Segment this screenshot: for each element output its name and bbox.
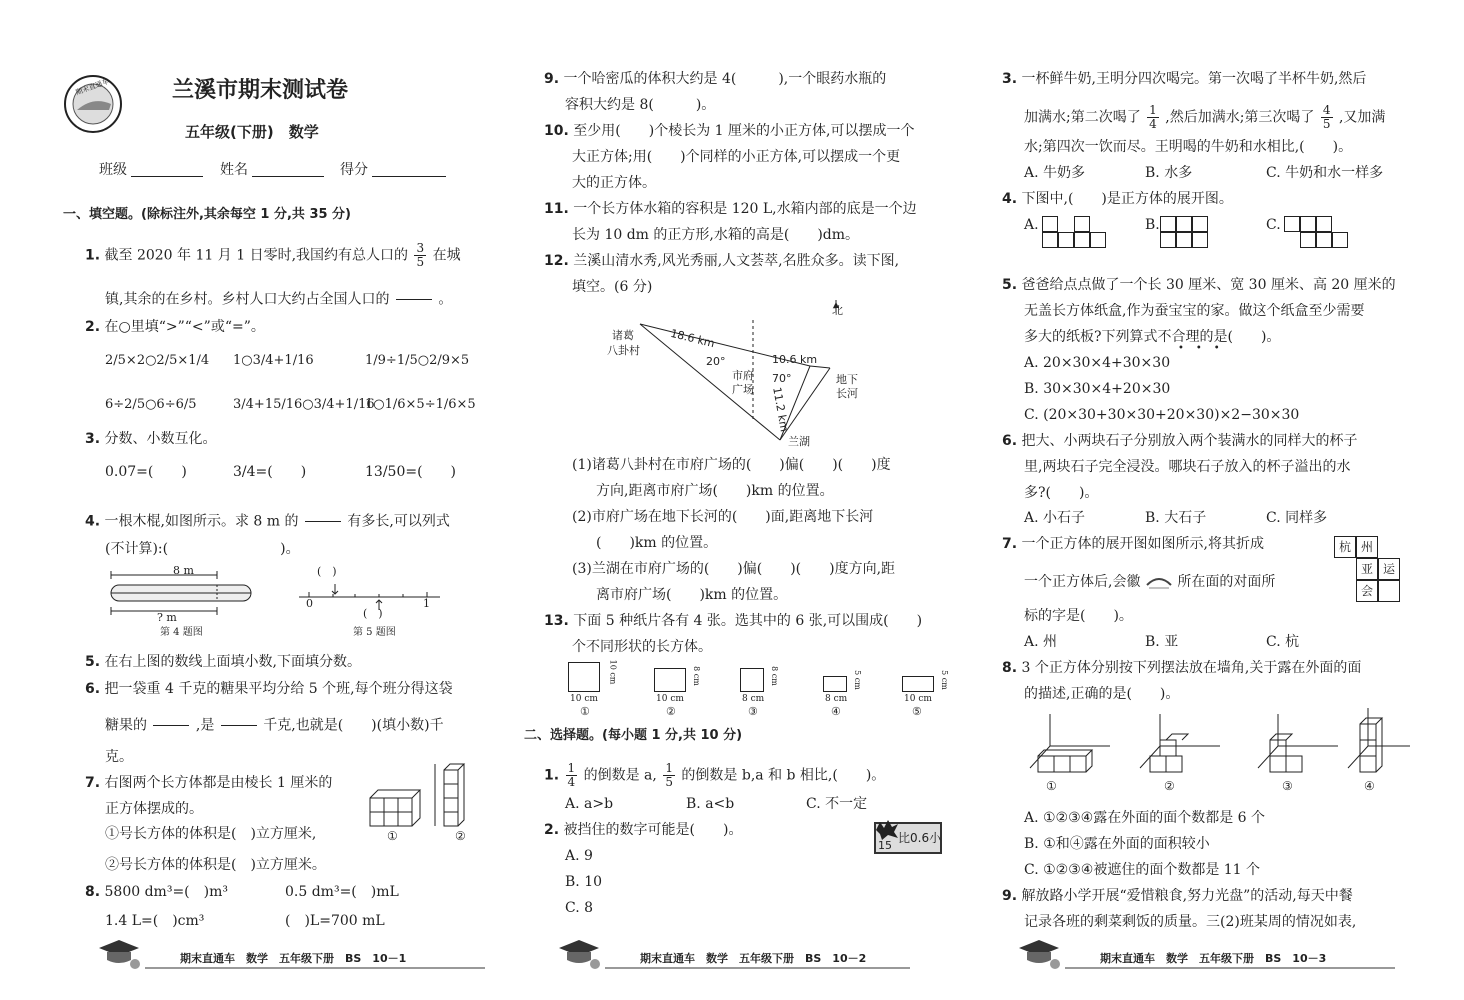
- net-a-square: [1090, 232, 1106, 248]
- card-2-label: ②: [666, 705, 676, 718]
- choice-2: 2. 被挡住的数字可能是( )。: [544, 822, 743, 838]
- net-c-square: [1332, 232, 1348, 248]
- q2: 2. 在○里填“>”“<”或“=”。: [85, 319, 265, 335]
- choice-4-c[interactable]: C.: [1266, 217, 1281, 233]
- choice-1-b[interactable]: B. a<b: [686, 796, 735, 812]
- q12-s1b: 方向,距离市府广场( )km 的位置。: [596, 483, 834, 499]
- ink-blot-icon: [874, 818, 900, 840]
- choice-7-l2: 一个正方体后,会徽 所在面的对面所: [1024, 574, 1276, 590]
- card-1-width: 10 cm: [570, 694, 598, 704]
- footer-line: [1065, 967, 1395, 969]
- choice-6-l3: 多?( )。: [1024, 485, 1099, 501]
- section-choice: 二、选择题。(每小题 1 分,共 10 分): [524, 728, 743, 743]
- choice-1-c[interactable]: C. 不一定: [806, 796, 868, 812]
- footer-line: [145, 967, 485, 969]
- card-3: [740, 668, 764, 692]
- card-2: [654, 668, 686, 692]
- q4: 4. 一根木棍,如图所示。求 8 m 的 有多长,可以列式: [85, 508, 450, 535]
- emphasis-dots: •••: [1178, 343, 1232, 354]
- net-a-square: [1042, 232, 1058, 248]
- card-3-height: 8 cm: [769, 666, 779, 686]
- games-emblem-icon: [1145, 573, 1173, 591]
- choice-6-b[interactable]: B. 大石子: [1145, 510, 1207, 526]
- net-b-square: [1192, 232, 1208, 248]
- q11-l2: 长为 10 dm 的正方形,水箱的高是( )dm。: [572, 227, 860, 243]
- net-face-hui: 会: [1356, 580, 1378, 602]
- map-distance-1: 18.6 km: [669, 326, 716, 351]
- fig8-label-3: ③: [1282, 779, 1293, 793]
- choice-5: 5. 爸爸给点点做了一个长 30 厘米、宽 30 厘米、高 20 厘米的: [1002, 277, 1396, 293]
- net-b-square: [1176, 232, 1192, 248]
- card-3-label: ③: [748, 705, 758, 718]
- card-4-height: 5 cm: [852, 670, 862, 690]
- net-a-square: [1042, 216, 1058, 232]
- wall-corner-figures: [1020, 708, 1410, 788]
- choice-1-a[interactable]: A. a>b: [565, 796, 614, 812]
- card-4-label: ④: [831, 705, 841, 718]
- q12-s2b: ( )km 的位置。: [596, 535, 718, 551]
- net-face-yun: 运: [1378, 558, 1400, 580]
- card-1: [568, 662, 600, 692]
- q13-l2: 个不同形状的长方体。: [572, 639, 712, 655]
- fig5-top-blank: ( ): [317, 565, 337, 578]
- choice-8: 8. 3 个正方体分别按下列摆法放在墙角,关于露在外面的面: [1002, 660, 1362, 676]
- choice-7-b[interactable]: B. 亚: [1145, 634, 1179, 650]
- card-number: 15: [878, 839, 892, 852]
- q9: 9. 一个哈密瓜的体积大约是 4( ),一个眼药水瓶的: [544, 71, 887, 87]
- map-angle-20: 20°: [706, 355, 726, 368]
- q10-l3: 大的正方体。: [572, 175, 656, 191]
- q7: 7. 右图两个长方体都是由棱长 1 厘米的: [85, 775, 333, 791]
- choice-3-c[interactable]: C. 牛奶和水一样多: [1266, 165, 1384, 181]
- map-lanhu: 兰湖: [788, 435, 810, 448]
- card-4-width: 8 cm: [825, 694, 848, 704]
- q12: 12. 兰溪山清水秀,风光秀丽,人文荟萃,名胜众多。读下图,: [544, 253, 900, 269]
- score-label: 得分: [340, 162, 368, 178]
- card-2-height: 8 cm: [691, 666, 701, 686]
- fig8-label-1: ①: [1046, 779, 1057, 793]
- q12-s2a: (2)市府广场在地下长河的( )面,距离地下长河: [572, 509, 874, 525]
- q12-l2: 填空。(6 分): [572, 279, 653, 295]
- net-a-square: [1074, 232, 1090, 248]
- net-c-square: [1284, 216, 1300, 232]
- net-face-zhou: 州: [1356, 536, 1378, 558]
- page-subtitle: 五年级(下册) 数学: [185, 123, 319, 141]
- q3: 3. 分数、小数互化。: [85, 431, 217, 447]
- card-5-label: ⑤: [912, 705, 922, 718]
- q2-r2-a: 6÷2/5○6÷6/5: [105, 397, 197, 412]
- net-c-square: [1300, 216, 1316, 232]
- q8-r2-b: ( )L=700 mL: [285, 913, 385, 929]
- net-c-square: [1316, 232, 1332, 248]
- net-face-hang: 杭: [1334, 536, 1356, 558]
- q3-c: 13/50=( ): [365, 464, 456, 480]
- q2-r1-b: 1○3/4+1/16: [233, 353, 314, 368]
- q2-r1-c: 1/9÷1/5○2/9×5: [365, 353, 470, 368]
- map-zhuge-1: 诸葛: [612, 329, 634, 342]
- card-1-height: 10 cm: [608, 659, 618, 685]
- net-b-square: [1160, 232, 1176, 248]
- choice-7-a[interactable]: A. 州: [1024, 634, 1058, 650]
- net-face-emblem: [1378, 580, 1400, 602]
- map-zhuge-2: 八卦村: [607, 344, 640, 357]
- q2-r2-b: 3/4+15/16○3/4+1/16: [233, 397, 375, 412]
- page-3: [1000, 0, 1410, 1000]
- choice-4-b[interactable]: B.: [1145, 217, 1160, 233]
- q4-line2: (不计算):( )。: [105, 541, 300, 557]
- footer-page-1: 期末直通车 数学 五年级下册 BS 10－1: [180, 952, 407, 965]
- choice-8-l2: 的描述,正确的是( )。: [1024, 686, 1180, 702]
- choice-6: 6. 把大、小两块石子分别放入两个装满水的同样大的杯子: [1002, 433, 1358, 449]
- choice-3-l2: 加满水;第二次喝了 $\frac{1}{4}$ ,然后加满水;第三次喝了 $\frac{4}{5}$ ,又加满: [1024, 103, 1386, 132]
- fig5-caption: 第 5 题图: [353, 627, 396, 638]
- card-5-width: 10 cm: [904, 694, 932, 704]
- fig5-bottom-blank: ( ): [363, 607, 383, 620]
- card-1-label: ①: [580, 705, 590, 718]
- name-label: 姓名: [220, 162, 248, 178]
- q7-l2: 正方体摆成的。: [105, 801, 203, 817]
- choice-6-c[interactable]: C. 同样多: [1266, 510, 1328, 526]
- q6: 6. 把一袋重 4 千克的糖果平均分给 5 个班,每个班分得这袋: [85, 681, 453, 697]
- q11: 11. 一个长方体水箱的容积是 120 L,水箱内部的底是一个边: [544, 201, 917, 217]
- q1-line2: 镇,其余的在乡村。乡村人口大约占全国人口的 。: [105, 286, 452, 313]
- net-a-square: [1074, 216, 1090, 232]
- q7-label-2: ②: [455, 829, 466, 843]
- net-b-square: [1192, 216, 1208, 232]
- fig8-label-2: ②: [1164, 779, 1175, 793]
- choice-2-b[interactable]: B. 10: [565, 874, 603, 890]
- choice-3: 3. 一杯鲜牛奶,王明分四次喝完。第一次喝了半杯牛奶,然后: [1002, 71, 1367, 87]
- q3-a: 0.07=( ): [105, 464, 187, 480]
- section-fill-in: 一、填空题。(除标注外,其余每空 1 分,共 35 分): [63, 207, 351, 222]
- q6-line2: 糖果的 ,是 千克,也就是( )(填小数)千: [105, 712, 444, 739]
- q12-s1a: (1)诸葛八卦村在市府广场的( )偏( )( )度: [572, 457, 891, 473]
- map-angle-70: 70°: [772, 372, 792, 385]
- choice-7-l3: 标的字是( )。: [1024, 608, 1133, 624]
- q5: 5. 在右上图的数线上面填小数,下面填分数。: [85, 654, 361, 670]
- map-dixia-2: 长河: [836, 387, 858, 400]
- q8: 8. 5800 dm³=( )m³: [85, 884, 228, 900]
- net-a-square: [1058, 232, 1074, 248]
- choice-2-c[interactable]: C. 8: [565, 900, 594, 916]
- graduation-cap-icon: [1015, 936, 1065, 971]
- fig4-top-label: 8 m: [173, 564, 194, 577]
- fig4-bottom-label: ? m: [157, 611, 177, 624]
- fig4-caption: 第 4 题图: [160, 627, 203, 638]
- page-1: [55, 0, 495, 1000]
- card-5-height: 5 cm: [939, 670, 949, 690]
- map-shifu-1: 市府: [732, 369, 754, 382]
- fig5-one: 1: [423, 597, 430, 610]
- choice-1: 1. $\frac{1}{4}$ 的倒数是 a, $\frac{1}{5}$ 的倒数是 b,a 和 b 相比,( )。: [544, 761, 886, 790]
- logo-badge-text: 期末直通车: [74, 77, 111, 97]
- net-c-square: [1316, 216, 1332, 232]
- net-face-ya: 亚: [1356, 558, 1378, 580]
- q10-l2: 大正方体;用( )个同样的小正方体,可以摆成一个更: [572, 149, 901, 165]
- map-dixia-1: 地下: [836, 373, 858, 386]
- footer-line: [605, 967, 910, 969]
- choice-3-a[interactable]: A. 牛奶多: [1024, 165, 1086, 181]
- net-c-square: [1300, 232, 1316, 248]
- graduation-cap-icon: [95, 936, 145, 971]
- choice-8-b[interactable]: B. ①和④露在外面的面积较小: [1024, 836, 1210, 852]
- choice-8-c[interactable]: C. ①②③④被遮住的面个数都是 11 个: [1024, 862, 1261, 878]
- scenic-map-diagram: [600, 300, 930, 460]
- q12-s3a: (3)兰湖在市府广场的( )偏( )( )度方向,距: [572, 561, 896, 577]
- card-5: [902, 676, 934, 692]
- q7-l4: ②号长方体的体积是( )立方厘米。: [105, 857, 326, 873]
- choice-3-l3: 水;第四次一饮而尽。王明喝的牛奶和水相比,( )。: [1024, 139, 1353, 155]
- q8-r1-b: 0.5 dm³=( )mL: [285, 884, 399, 900]
- choice-6-a[interactable]: A. 小石子: [1024, 510, 1086, 526]
- choice-5-c[interactable]: C. (20×30+30×30+20×30)×2−30×30: [1024, 407, 1300, 423]
- choice-8-a[interactable]: A. ①②③④露在外面的面个数都是 6 个: [1024, 810, 1266, 826]
- graduation-cap-icon: [555, 936, 605, 971]
- map-north: 北: [832, 304, 843, 317]
- card-3-width: 8 cm: [742, 694, 765, 704]
- choice-2-a[interactable]: A. 9: [565, 848, 593, 864]
- q2-r2-c: 1○1/6×5÷1/6×5: [365, 397, 476, 412]
- q7-label-1: ①: [387, 829, 398, 843]
- q3-b: 3/4=( ): [233, 464, 307, 480]
- choice-9-l2: 记录各班的剩菜剩饭的质量。三(2)班某周的情况如表,: [1024, 914, 1357, 930]
- choice-5-l3: 多大的纸板?下列算式不合理的是( )。: [1024, 329, 1281, 345]
- choice-6-l2: 里,两块石子完全浸没。哪块石子放入的杯子溢出的水: [1024, 459, 1351, 475]
- q7-l3: ①号长方体的体积是( )立方厘米,: [105, 826, 317, 842]
- fig5-zero: 0: [306, 597, 313, 610]
- footer-page-2: 期末直通车 数学 五年级下册 BS 10－2: [640, 952, 867, 965]
- choice-4-a[interactable]: A.: [1024, 217, 1039, 233]
- choice-9: 9. 解放路小学开展“爱惜粮食,努力光盘”的活动,每天中餐: [1002, 888, 1353, 904]
- page-title: 兰溪市期末测试卷: [172, 78, 349, 103]
- class-label: 班级: [99, 162, 127, 178]
- card-4: [823, 676, 847, 692]
- net-b-square: [1176, 216, 1192, 232]
- cuboid-figures: [360, 760, 480, 830]
- choice-4: 4. 下图中,( )是正方体的展开图。: [1002, 191, 1233, 207]
- class-field[interactable]: [131, 176, 203, 177]
- map-distance-3: 11.2 km: [770, 386, 791, 433]
- q8-r2-a: 1.4 L=( )cm³: [105, 913, 205, 929]
- card-2-width: 10 cm: [656, 694, 684, 704]
- map-distance-2: 10.6 km: [772, 353, 818, 366]
- fig8-label-4: ④: [1364, 779, 1375, 793]
- choice-5-a[interactable]: A. 20×30×4+30×30: [1024, 355, 1171, 371]
- q1: 1. 截至 2020 年 11 月 1 日零时,我国约有总人口的 $\frac{3}{5}$ 在城: [85, 241, 461, 270]
- net-b-square: [1160, 216, 1176, 232]
- footer-page-3: 期末直通车 数学 五年级下册 BS 10－3: [1100, 952, 1327, 965]
- map-shifu-2: 广场: [732, 383, 754, 396]
- q12-s3b: 离市府广场( )km 的位置。: [596, 587, 788, 603]
- score-field[interactable]: [372, 176, 446, 177]
- q9-l2: 容积大约是 8( )。: [565, 97, 716, 113]
- q13: 13. 下面 5 种纸片各有 4 张。选其中的 6 张,可以围成( ): [544, 613, 923, 629]
- choice-5-b[interactable]: B. 30×30×4+20×30: [1024, 381, 1171, 397]
- choice-7-c[interactable]: C. 杭: [1266, 634, 1300, 650]
- choice-7: 7. 一个正方体的展开图如图所示,将其折成: [1002, 536, 1264, 552]
- q2-r1-a: 2/5×2○2/5×1/4: [105, 353, 210, 368]
- page-2: [524, 0, 950, 1000]
- q6-line3: 克。: [105, 749, 133, 765]
- choice-5-l2: 无盖长方体纸盒,作为蚕宝宝的家。做这个纸盒至少需要: [1024, 303, 1365, 319]
- choice-3-b[interactable]: B. 水多: [1145, 165, 1193, 181]
- q10: 10. 至少用( )个棱长为 1 厘米的小正方体,可以摆成一个: [544, 123, 915, 139]
- card-text: 比0.6小: [898, 831, 942, 845]
- name-field[interactable]: [252, 176, 324, 177]
